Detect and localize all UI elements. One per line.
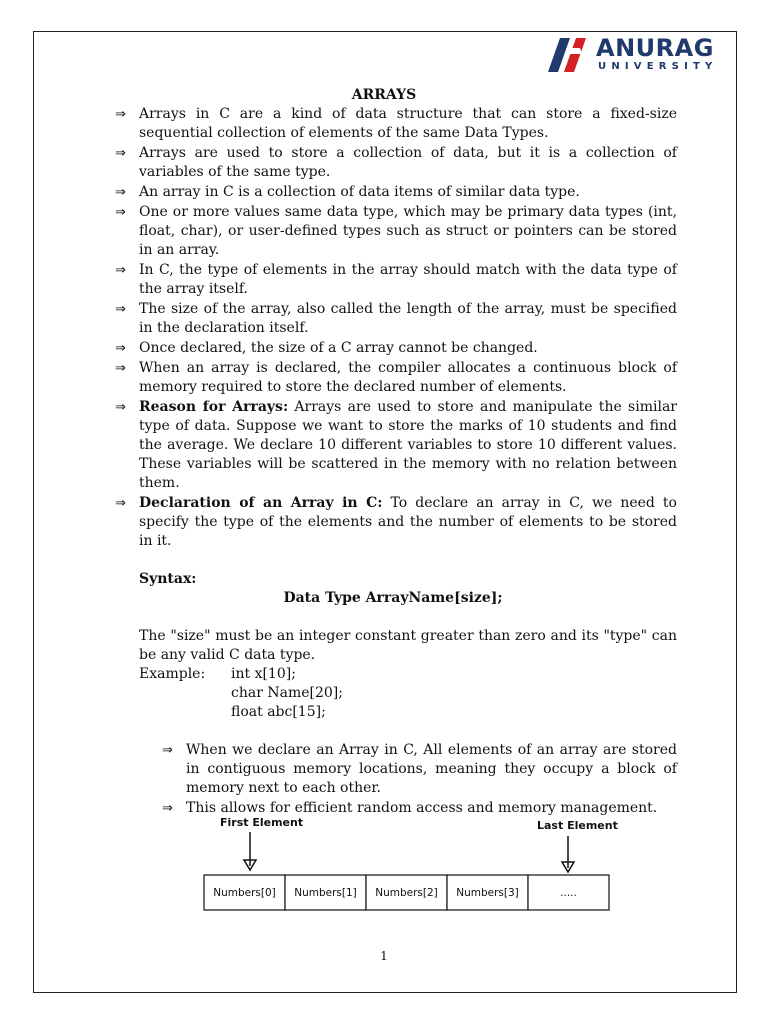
bullet-text xyxy=(139,261,677,299)
university-logo-mark-icon xyxy=(546,36,592,72)
bullet-body: Arrays in C are a kind of data structure that can store a fixed-size sequential collection of elements of the same Data Types. xyxy=(139,106,677,141)
syntax-label: Syntax: xyxy=(139,571,197,587)
bullet-item xyxy=(115,494,677,551)
array-cell-label: Numbers[1] xyxy=(294,887,357,899)
bullet-text xyxy=(139,339,677,358)
memory-point xyxy=(162,741,677,798)
bullet-item xyxy=(115,261,677,299)
syntax-description: The "size" must be an integer constant greater than zero and its "type" can be any valid C data type. xyxy=(139,628,677,663)
arrow-bullet-icon: ⇒ xyxy=(162,743,173,758)
bullet-lead: Reason for Arrays: xyxy=(139,399,289,415)
arrow-bullet-icon: ⇒ xyxy=(115,400,126,415)
bullet-list xyxy=(115,105,677,551)
arrow-bullet-icon: ⇒ xyxy=(115,205,126,220)
arrow-bullet-icon: ⇒ xyxy=(115,341,126,356)
bullet-text xyxy=(139,300,677,338)
bullet-text xyxy=(139,144,677,182)
bullet-item xyxy=(115,398,677,493)
document-body xyxy=(115,105,677,819)
example-line: char Name[20]; xyxy=(231,685,343,701)
arrow-bullet-icon: ⇒ xyxy=(115,185,126,200)
logo-name: ANURAG xyxy=(596,34,714,62)
bullet-item xyxy=(115,144,677,182)
bullet-body: An array in C is a collection of data items of similar data type. xyxy=(139,184,580,200)
first-element-label: First Element xyxy=(220,816,304,829)
array-cell-label: ..... xyxy=(560,887,577,899)
bullet-body: Arrays are used to store and manipulate the similar type of data. Suppose we want to store the marks of 10 students and find the average. We declare 10 different variables to store 10 different values. These variables will be scattered in the memory with no relation between them. xyxy=(139,399,677,491)
syntax-section xyxy=(139,570,677,722)
arrow-bullet-icon: ⇒ xyxy=(115,263,126,278)
bullet-item xyxy=(115,105,677,143)
arrow-bullet-icon: ⇒ xyxy=(115,107,126,122)
bullet-text xyxy=(139,359,677,397)
example-row xyxy=(139,665,677,684)
bullet-item xyxy=(115,183,677,202)
bullet-body: Once declared, the size of a C array cannot be changed. xyxy=(139,340,538,356)
array-memory-diagram xyxy=(200,810,620,920)
arrow-bullet-icon: ⇒ xyxy=(162,801,173,816)
arrow-bullet-icon: ⇒ xyxy=(115,361,126,376)
arrow-bullet-icon: ⇒ xyxy=(115,302,126,317)
bullet-body: To declare an array in C, we need to specify the type of the elements and the number of elements to be stored in it. xyxy=(139,495,677,549)
bullet-lead: Declaration of an Array in C: xyxy=(139,495,383,511)
array-cell-label: Numbers[2] xyxy=(375,887,438,899)
last-element-label: Last Element xyxy=(537,819,618,832)
array-cell-label: Numbers[0] xyxy=(213,887,276,899)
bullet-text xyxy=(139,398,677,493)
page-number: 1 xyxy=(380,949,388,963)
memory-point-text: When we declare an Array in C, All elements of an array are stored in contiguous memory locations, meaning they occupy a block of memory next to each other. xyxy=(186,742,677,796)
example-line: float abc[15]; xyxy=(231,704,326,720)
bullet-body: The size of the array, also called the length of the array, must be specified in the declaration itself. xyxy=(139,301,677,336)
bullet-item xyxy=(115,359,677,397)
bullet-body: One or more values same data type, which may be primary data types (int, float, char), or user-defined types such as struct or pointers can be stored in an array. xyxy=(139,204,677,258)
bullet-item xyxy=(115,203,677,260)
bullet-body: Arrays are used to store a collection of data, but it is a collection of variables of the same type. xyxy=(139,145,677,180)
bullet-text xyxy=(139,183,677,202)
syntax-declaration: Data Type ArrayName[size]; xyxy=(283,590,503,606)
page-title: ARRAYS xyxy=(351,87,417,103)
bullet-body: In C, the type of elements in the array should match with the data type of the array itself. xyxy=(139,262,677,297)
memory-points-list xyxy=(162,741,677,818)
university-logo xyxy=(546,34,722,74)
memory-point-text: This allows for efficient random access and memory management. xyxy=(186,800,658,816)
bullet-item xyxy=(115,300,677,338)
array-cells xyxy=(204,875,609,910)
bullet-item xyxy=(115,339,677,358)
array-cell-label: Numbers[3] xyxy=(456,887,519,899)
bullet-text xyxy=(139,105,677,143)
bullet-text xyxy=(139,494,677,551)
arrow-bullet-icon: ⇒ xyxy=(115,496,126,511)
bullet-text xyxy=(139,203,677,260)
bullet-body: When an array is declared, the compiler allocates a continuous block of memory required to store the declared number of elements. xyxy=(139,360,677,395)
example-line: int x[10]; xyxy=(231,666,296,682)
arrow-bullet-icon: ⇒ xyxy=(115,146,126,161)
logo-subtitle: UNIVERSITY xyxy=(598,61,718,72)
example-label: Example: xyxy=(139,666,206,682)
